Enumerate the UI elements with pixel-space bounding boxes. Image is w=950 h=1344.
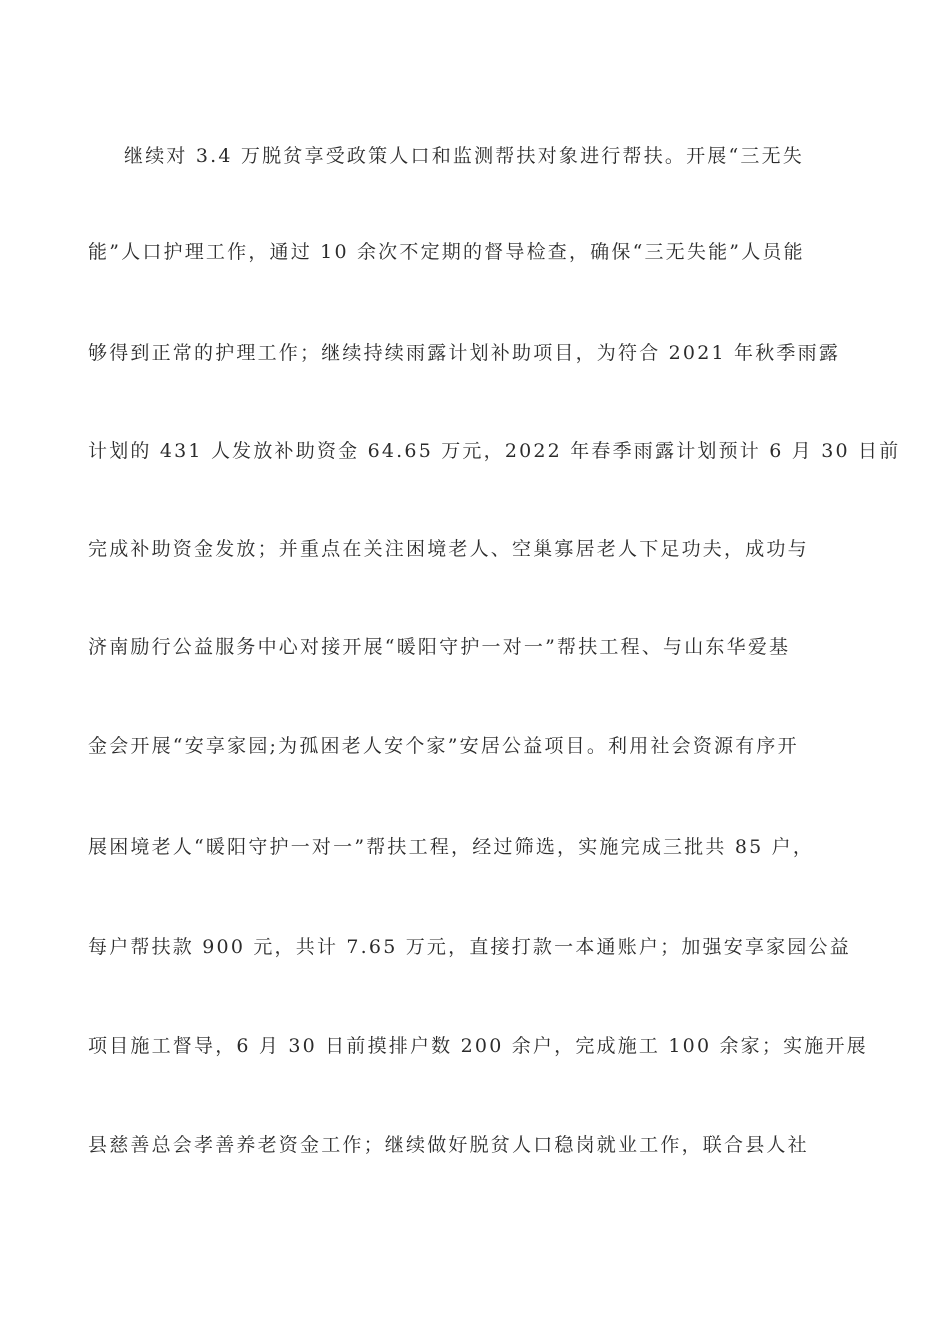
- paragraph-line: 项目施工督导，6 月 30 日前摸排户数 200 余户，完成施工 100 余家；实施开展: [88, 1035, 868, 1057]
- paragraph-line: 县慈善总会孝善养老资金工作；继续做好脱贫人口稳岗就业工作，联合县人社: [88, 1134, 809, 1156]
- paragraph-line: 能”人口护理工作，通过 10 余次不定期的督导检查，确保“三无失能”人员能: [88, 241, 805, 263]
- paragraph-line: 济南励行公益服务中心对接开展“暖阳守护一对一”帮扶工程、与山东华爱基: [88, 636, 791, 658]
- paragraph-line: 每户帮扶款 900 元，共计 7.65 万元，直接打款一本通账户；加强安享家园公益: [88, 936, 851, 958]
- paragraph-line: 计划的 431 人发放补助资金 64.65 万元，2022 年春季雨露计划预计 6 月 30 日前: [88, 440, 901, 462]
- paragraph-line: 继续对 3.4 万脱贫享受政策人口和监测帮扶对象进行帮扶。开展“三无失: [124, 145, 805, 167]
- paragraph-line: 够得到正常的护理工作；继续持续雨露计划补助项目，为符合 2021 年秋季雨露: [88, 342, 841, 364]
- paragraph-line: 完成补助资金发放；并重点在关注困境老人、空巢寡居老人下足功夫，成功与: [88, 538, 809, 560]
- paragraph-line: 展困境老人“暖阳守护一对一”帮扶工程，经过筛选，实施完成三批共 85 户，: [88, 836, 815, 858]
- paragraph-line: 金会开展“安享家园;为孤困老人安个家”安居公益项目。利用社会资源有序开: [88, 735, 799, 757]
